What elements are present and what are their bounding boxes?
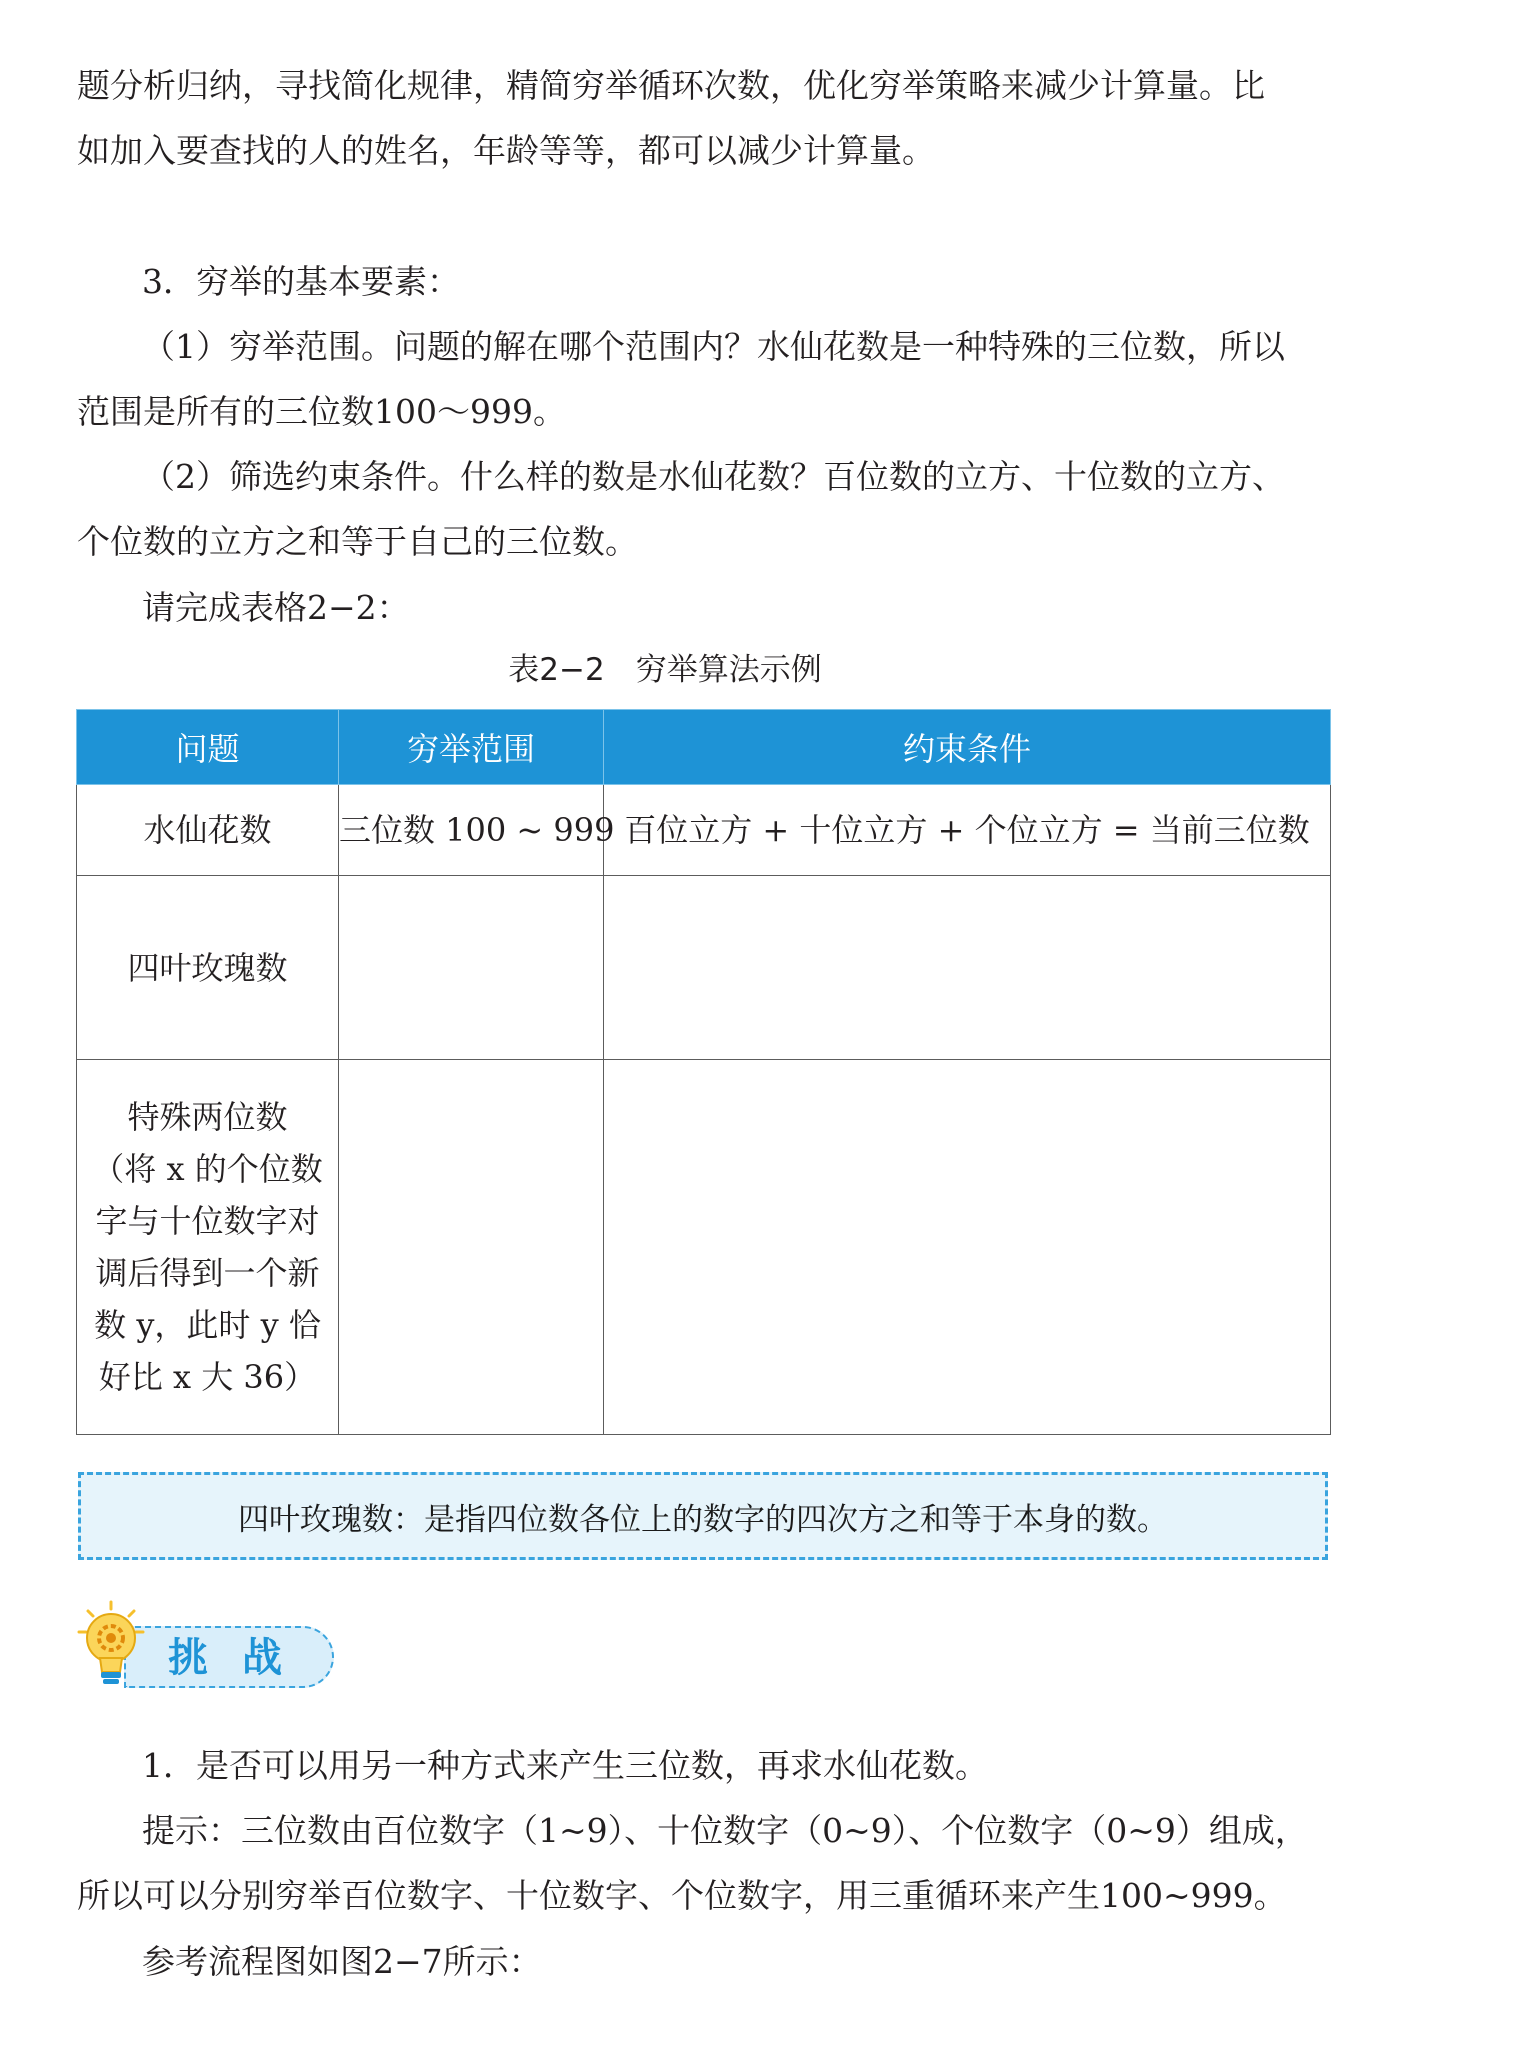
challenge-question: 1．是否可以用另一种方式来产生三位数，再求水仙花数。 (142, 1746, 988, 1785)
paragraph-line: 个位数的立方之和等于自己的三位数。 (77, 522, 638, 561)
table-cell: 水仙花数 (77, 785, 339, 876)
blank-cell[interactable] (604, 1060, 1331, 1435)
table-cell: 特殊两位数 （将 x 的个位数 字与十位数字对 调后得到一个新 数 y，此时 y 恰 好比 x 大 36） (77, 1060, 339, 1435)
header-constraint: 约束条件 (604, 710, 1331, 785)
section-heading: 3．穷举的基本要素： (142, 262, 460, 301)
header-range: 穷举范围 (339, 710, 604, 785)
reference-line: 参考流程图如图2−7所示： (142, 1942, 542, 1981)
table-cell: 三位数 100 ~ 999 (339, 785, 604, 876)
hint-line: 所以可以分别穷举百位数字、十位数字、个位数字，用三重循环来产生100~999。 (77, 1876, 1287, 1915)
paragraph-line: 题分析归纳，寻找简化规律，精简穷举循环次数，优化穷举策略来减少计算量。比 (77, 66, 1265, 105)
paragraph-line: 如加入要查找的人的姓名，年龄等等，都可以减少计算量。 (77, 131, 935, 170)
note-text: 四叶玫瑰数：是指四位数各位上的数字的四次方之和等于本身的数。 (238, 1501, 1168, 1538)
definition-note (78, 1472, 1328, 1560)
table-header-row (77, 710, 1331, 785)
table-cell: 百位立方 + 十位立方 + 个位立方 = 当前三位数 (604, 785, 1331, 876)
table-row (77, 785, 1331, 876)
blank-cell[interactable] (604, 876, 1331, 1060)
exhaustive-algorithm-table (76, 709, 1331, 1435)
paragraph-line: （2）筛选约束条件。什么样的数是水仙花数？百位数的立方、十位数的立方、 (142, 457, 1285, 496)
lightbulb-gear-icon (76, 1600, 146, 1692)
paragraph-line: 范围是所有的三位数100～999。 (77, 392, 566, 431)
challenge-badge (76, 1600, 346, 1692)
header-problem: 问题 (77, 710, 339, 785)
paragraph-line: 请完成表格2−2： (142, 588, 410, 627)
challenge-label: 挑战 (168, 1635, 316, 1681)
table-cell: 四叶玫瑰数 (77, 876, 339, 1060)
blank-cell[interactable] (339, 876, 604, 1060)
hint-line: 提示：三位数由百位数字（1~9）、十位数字（0~9）、个位数字（0~9）组成， (142, 1811, 1308, 1850)
paragraph-line: （1）穷举范围。问题的解在哪个范围内？水仙花数是一种特殊的三位数，所以 (142, 327, 1285, 366)
blank-cell[interactable] (339, 1060, 604, 1435)
table-row (77, 1060, 1331, 1435)
table-caption: 表2−2 穷举算法示例 (508, 652, 822, 688)
table-row (77, 876, 1331, 1060)
